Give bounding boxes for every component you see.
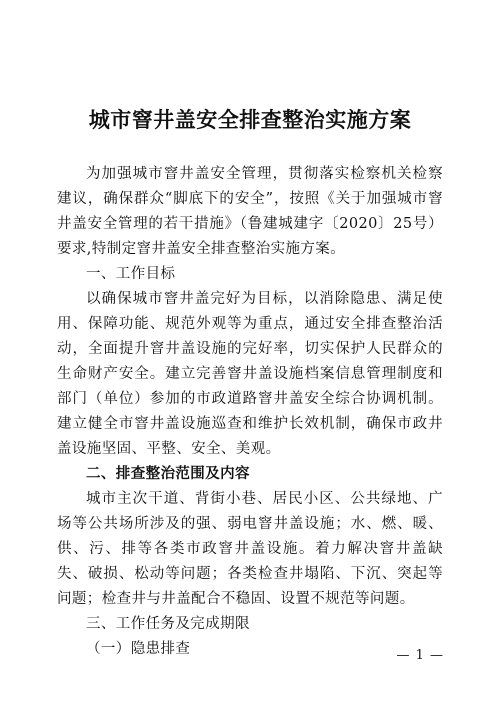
- document-title: 城市窨井盖安全排查整治实施方案: [88, 107, 412, 132]
- page-number: — 1 —: [396, 648, 444, 663]
- section-heading-tasks: 三、工作任务及完成期限: [86, 616, 250, 632]
- document-body: [57, 162, 443, 662]
- section-heading-scope: 二、排查整治范围及内容: [86, 466, 250, 482]
- section-body-scope: 城市主次干道、背街小巷、居民小区、公共绿地、广场等公共场所涉及的强、弱电窨井盖设施；水、燃、暖、供、污、排等各类市政窨井盖设施。着力解决窨井盖缺失、破损、松动等问题；各类检查井塌陷、下沉、突起等问题；检查井与井盖配合不稳固、设置不规范等问题。: [57, 491, 443, 607]
- section-body-goals: 以确保城市窨井盖完好为目标，以消除隐患、满足使用、保障功能、规范外观等为重点，通过安全排查整治活动，全面提升窨井盖设施的完好率，切实保护人民群众的生命财产安全。建立完善窨井盖设施档案信息管理制度和部门（单位）参加的市政道路窨井盖安全综合协调机制。建立健全市窨井盖设施巡查和维护长效机制，确保市政井盖设施坚固、平整、安全、美观。: [57, 291, 443, 457]
- intro-paragraph: 为加强城市窨井盖安全管理，贯彻落实检察机关检察建议，确保群众“脚底下的安全”，按照《关于加强城市窨井盖安全管理的若干措施》（鲁建城建字〔2020〕25号）要求,特制定窨井盖安全排查整治实施方案。: [57, 166, 443, 257]
- section-heading-goals: 一、工作目标: [86, 266, 176, 282]
- subheading-hazard-inspection: （一）隐患排查: [86, 641, 191, 657]
